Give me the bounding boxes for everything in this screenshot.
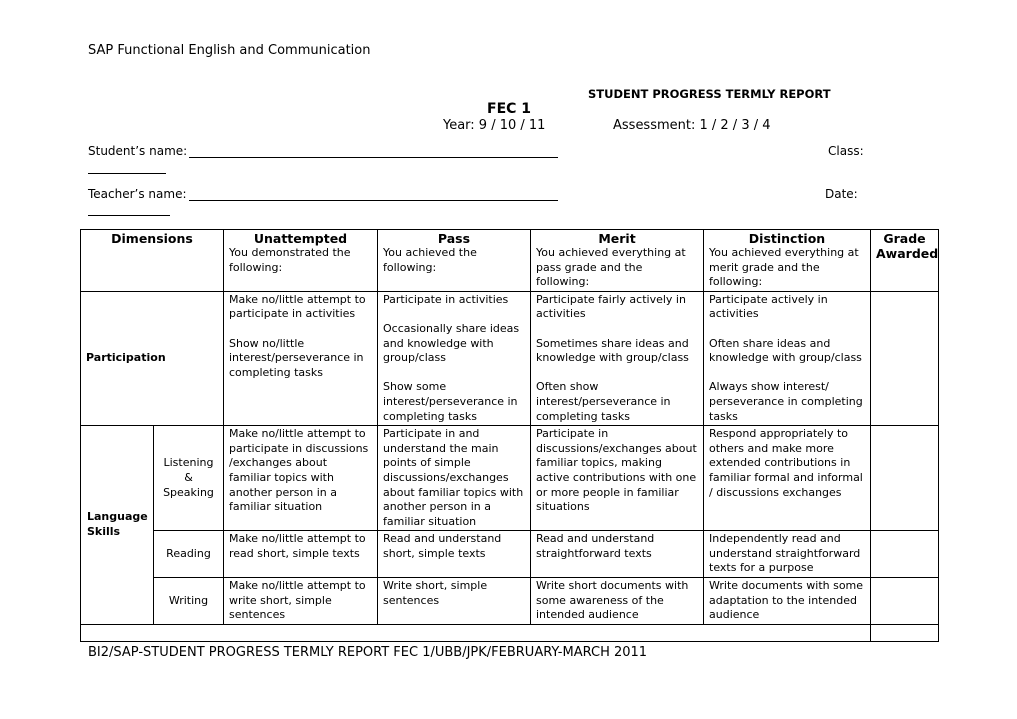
- writing-grade-cell[interactable]: [871, 578, 939, 625]
- rubric-table: [80, 229, 939, 642]
- listening-distinction: Respond appropriately to others and make more extended contributions in familiar formal and informal / discussions exchanges: [704, 426, 871, 531]
- participation-merit: Participate fairly actively in activities Sometimes share ideas and knowledge with group/class Often show interest/perseverance in completing tasks: [531, 291, 704, 425]
- teacher-name-field[interactable]: [189, 200, 558, 201]
- date-label: Date:: [825, 187, 858, 201]
- class-label: Class:: [828, 144, 864, 158]
- pass-header: Pass You achieved the following:: [378, 230, 531, 292]
- merit-header: Merit You achieved everything at pass grade and the following:: [531, 230, 704, 292]
- listening-grade-cell[interactable]: [871, 426, 939, 531]
- date-field[interactable]: [88, 215, 170, 216]
- dimensions-header: Dimensions: [81, 230, 224, 292]
- listening-speaking-label: Listening & Speaking: [154, 426, 224, 531]
- assessment-options: Assessment: 1 / 2 / 3 / 4: [613, 118, 771, 133]
- course-title: SAP Functional English and Communication: [88, 43, 371, 58]
- pass-subheader: You achieved the following:: [383, 246, 477, 274]
- reading-distinction: Independently read and understand straightforward texts for a purpose: [704, 531, 871, 578]
- reading-row: [81, 531, 939, 578]
- class-field[interactable]: [88, 173, 166, 174]
- listening-pass: Participate in and understand the main points of simple discussions/exchanges about familiar topics with another person in a familiar situation: [378, 426, 531, 531]
- total-grade-cell[interactable]: [871, 624, 939, 641]
- writing-unattempted: Make no/little attempt to write short, simple sentences: [224, 578, 378, 625]
- year-options: Year: 9 / 10 / 11: [443, 118, 546, 133]
- merit-subheader: You achieved everything at pass grade and the following:: [536, 246, 686, 289]
- listening-speaking-row: [81, 426, 939, 531]
- unattempted-header: Unattempted You demonstrated the following:: [224, 230, 378, 292]
- listening-merit: Participate in discussions/exchanges about familiar topics, making active contributions with one or more people in familiar situations: [531, 426, 704, 531]
- writing-label: Writing: [154, 578, 224, 625]
- participation-pass: Participate in activities Occasionally share ideas and knowledge with group/class Show some interest/perseverance in completing tasks: [378, 291, 531, 425]
- participation-grade-cell[interactable]: [871, 291, 939, 425]
- writing-merit: Write short documents with some awareness of the intended audience: [531, 578, 704, 625]
- distinction-subheader: You achieved everything at merit grade and the following:: [709, 246, 859, 289]
- listening-unattempted: Make no/little attempt to participate in discussions /exchanges about familiar topics with another person in a familiar situation: [224, 426, 378, 531]
- header-row: [81, 230, 939, 292]
- reading-label: Reading: [154, 531, 224, 578]
- footer-reference: BI2/SAP-STUDENT PROGRESS TERMLY REPORT FEC 1/UBB/JPK/FEBRUARY-MARCH 2011: [88, 645, 648, 660]
- total-row: [81, 624, 939, 641]
- participation-unattempted: Make no/little attempt to participate in activities Show no/little interest/perseverance in completing tasks: [224, 291, 378, 425]
- reading-pass: Read and understand short, simple texts: [378, 531, 531, 578]
- reading-unattempted: Make no/little attempt to read short, simple texts: [224, 531, 378, 578]
- grade-awarded-header: Grade Awarded: [871, 230, 939, 292]
- distinction-header: Distinction You achieved everything at merit grade and the following:: [704, 230, 871, 292]
- teacher-name-label: Teacher’s name:: [88, 187, 187, 201]
- unattempted-subheader: You demonstrated the following:: [229, 246, 351, 274]
- writing-row: [81, 578, 939, 625]
- total-row-blank: [81, 624, 871, 641]
- writing-pass: Write short, simple sentences: [378, 578, 531, 625]
- report-title: STUDENT PROGRESS TERMLY REPORT: [588, 87, 831, 101]
- language-skills-label: Language Skills: [81, 426, 154, 625]
- writing-distinction: Write documents with some adaptation to the intended audience: [704, 578, 871, 625]
- student-name-field[interactable]: [189, 157, 558, 158]
- reading-grade-cell[interactable]: [871, 531, 939, 578]
- reading-merit: Read and understand straightforward texts: [531, 531, 704, 578]
- student-name-label: Student’s name:: [88, 144, 188, 158]
- participation-distinction: Participate actively in activities Often share ideas and knowledge with group/class Always show interest/ perseverance in completing tasks: [704, 291, 871, 425]
- level-title: FEC 1: [487, 101, 532, 117]
- participation-row: [81, 291, 939, 425]
- participation-label: Participation: [81, 291, 224, 425]
